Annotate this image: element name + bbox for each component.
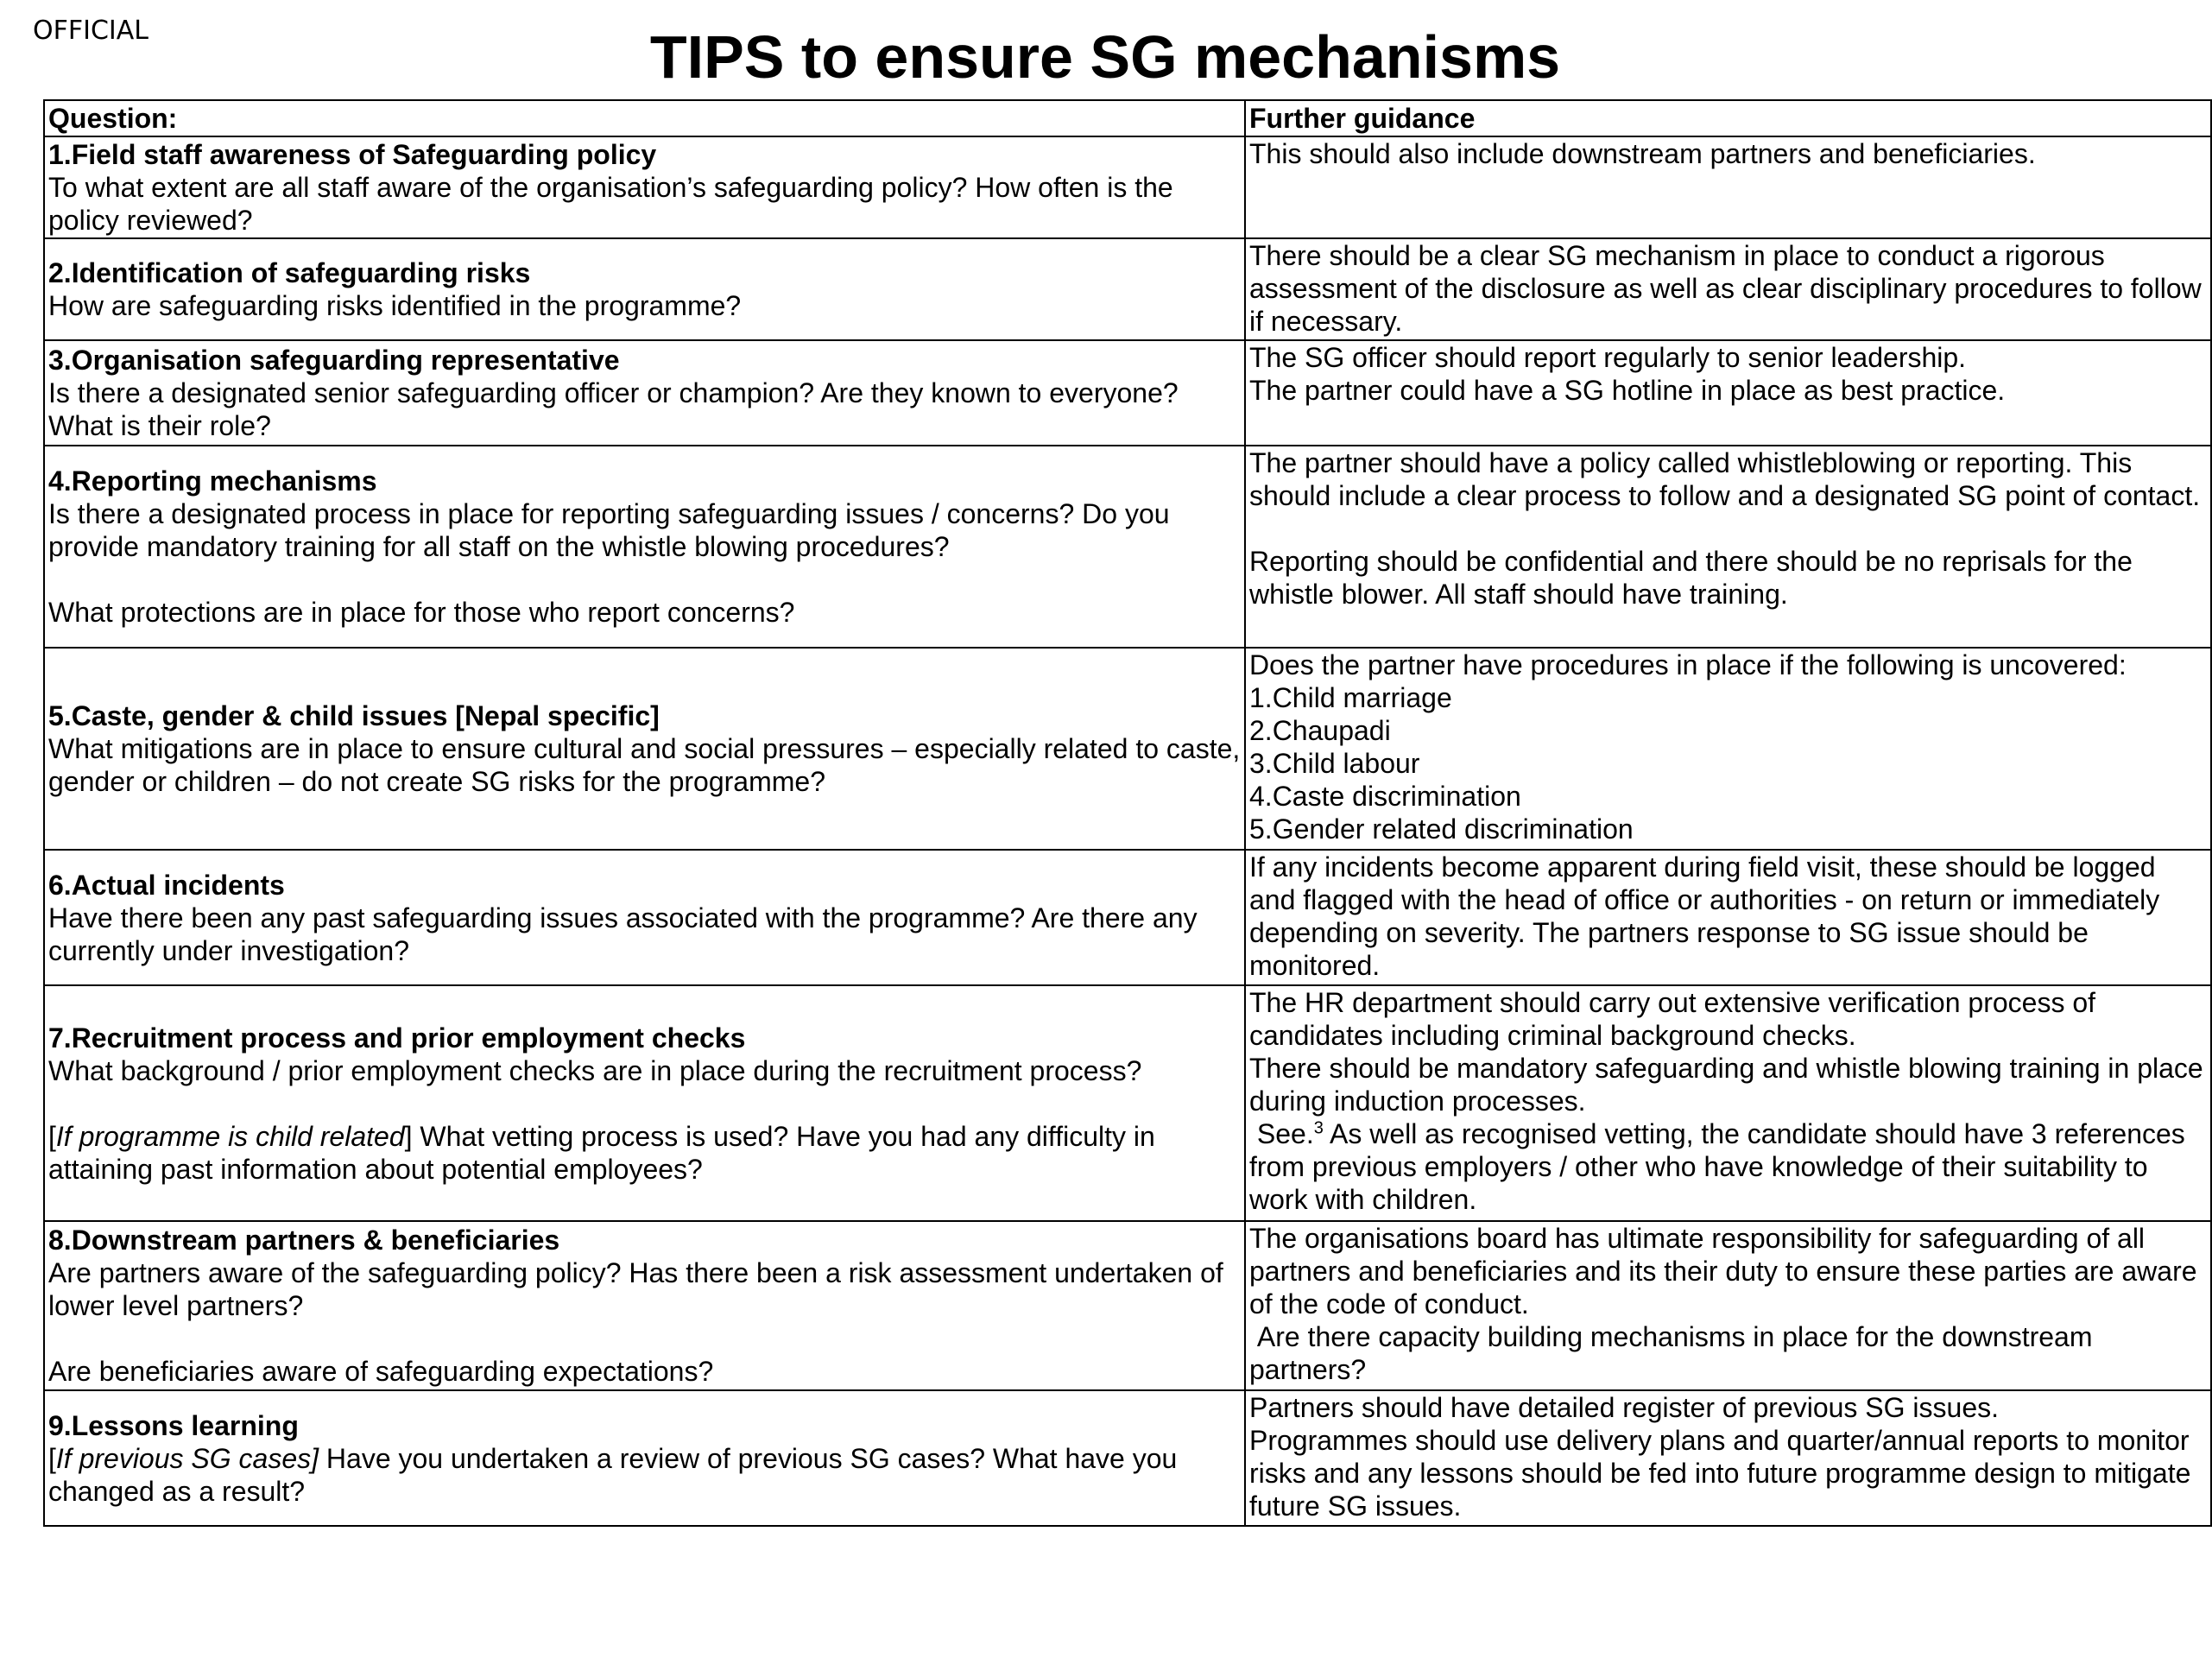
guidance-list-item: 1.Child marriage (1249, 682, 1452, 713)
question-cell (44, 136, 1245, 238)
guidance-cell (1245, 238, 2211, 340)
table-header-row (44, 100, 2211, 136)
question-cell (44, 985, 1245, 1221)
question-title: 3.Organisation safeguarding representative (48, 345, 620, 376)
table-row (44, 446, 2211, 648)
guidance-list-item: 5.Gender related discrimination (1249, 813, 1634, 845)
question-text: [If programme is child related] What vetting process is used? Have you had any difficulty in attaining past information about potential employees? (48, 1120, 1163, 1185)
guidance-text: The partner should have a policy called whistleblowing or reporting. This should include a clear process to follow and a designated SG point of contact. (1249, 447, 2201, 511)
guidance-cell (1245, 1221, 2211, 1390)
classification-label: OFFICIAL (33, 16, 149, 46)
question-title: 8.Downstream partners & beneficiaries (48, 1225, 560, 1256)
guidance-text: This should also include downstream partners and beneficiaries. (1249, 138, 2036, 169)
question-text: Is there a designated senior safeguarding officer or champion? Are they known to everyone? What is their role? (48, 377, 1186, 441)
question-title: 6.Actual incidents (48, 869, 285, 901)
sg-tips-table (43, 99, 2212, 1527)
guidance-text: Partners should have detailed register of previous SG issues. (1249, 1392, 2000, 1423)
guidance-text: The partner could have a SG hotline in place as best practice. (1249, 375, 2006, 406)
table-row (44, 850, 2211, 985)
guidance-text: Programmes should use delivery plans and quarter/annual reports to monitor risks and any lessons should be fed into future programme design to mitigate future SG issues. (1249, 1425, 2199, 1522)
question-cell (44, 850, 1245, 985)
question-title: 7.Recruitment process and prior employment checks (48, 1022, 746, 1054)
question-cell (44, 446, 1245, 648)
guidance-text: If any incidents become apparent during field visit, these should be logged and flagged with the head of office or authorities - on return or immediately depending on severity. The partners response to SG issue should be monitored. (1249, 851, 2168, 981)
spacer (48, 563, 1242, 596)
guidance-text: Does the partner have procedures in place if the following is uncovered: (1249, 649, 2127, 680)
table-row (44, 136, 2211, 238)
question-text: Are partners aware of the safeguarding policy? Has there been a risk assessment undertaken of lower level partners? (48, 1257, 1231, 1321)
table-row (44, 985, 2211, 1221)
question-cell (44, 238, 1245, 340)
italic-qualifier: If previous SG cases] (55, 1442, 319, 1474)
question-text-rest: What vetting process is used? Have you had any difficulty in attaining past information about potential employees? (48, 1120, 1163, 1185)
question-text: Are beneficiaries aware of safeguarding expectations? (48, 1356, 714, 1387)
guidance-text: The HR department should carry out extensive verification process of candidates including criminal background checks. (1249, 987, 2103, 1051)
guidance-cell (1245, 340, 2211, 446)
question-title: 1.Field staff awareness of Safeguarding policy (48, 139, 657, 170)
table-row (44, 1221, 2211, 1390)
question-cell (44, 648, 1248, 850)
see-reference: See. (1249, 1118, 1314, 1149)
guidance-text: The SG officer should report regularly to senior leadership. (1249, 342, 1967, 373)
guidance-text: The organisations board has ultimate responsibility for safeguarding of all partners and beneficiaries and its their duty to ensure these parties are aware of the code of conduct. (1249, 1223, 2205, 1319)
italic-qualifier: If programme is child related (55, 1120, 405, 1152)
question-title: 5.Caste, gender & child issues [Nepal specific] (48, 700, 660, 731)
question-text: To what extent are all staff aware of the organisation’s safeguarding policy? How often is the policy reviewed? (48, 172, 1181, 236)
guidance-cell (1245, 850, 2211, 985)
spacer (48, 1322, 1242, 1355)
question-text: How are safeguarding risks identified in the programme? (48, 290, 742, 321)
guidance-cell (1245, 985, 2211, 1221)
spacer (1249, 512, 2209, 545)
footnote-marker: 3 (1313, 1118, 1324, 1138)
question-cell (44, 1390, 1245, 1526)
guidance-text: Reporting should be confidential and there should be no reprisals for the whistle blower. All staff should have training. (1249, 546, 2140, 610)
guidance-cell (1245, 136, 2211, 238)
table-row (44, 1390, 2211, 1526)
guidance-text: There should be a clear SG mechanism in place to conduct a rigorous assessment of the disclosure as well as clear disciplinary procedures to follow if necessary. (1249, 240, 2209, 337)
question-title: 9.Lessons learning (48, 1409, 299, 1441)
question-text: What protections are in place for those who report concerns? (48, 597, 795, 628)
question-title: 2.Identification of safeguarding risks (48, 257, 531, 288)
table-row (44, 648, 2211, 850)
question-text: Have there been any past safeguarding issues associated with the programme? Are there any currently under investigation? (48, 902, 1205, 966)
guidance-text: There should be mandatory safeguarding and whistle blowing training in place during induction processes. (1249, 1053, 2211, 1117)
table-row (44, 238, 2211, 340)
guidance-text (1249, 1117, 2209, 1216)
question-text-rest: Have you undertaken a review of previous SG cases? What have you changed as a result? (48, 1442, 1185, 1507)
guidance-cell (1245, 648, 2211, 850)
question-text: What mitigations are in place to ensure cultural and social pressures – especially related to caste, gender or children – do not create SG risks for the programme? (48, 733, 1248, 797)
guidance-list-item: 4.Caste discrimination (1249, 781, 1521, 812)
guidance-text: Are there capacity building mechanisms in place for the downstream partners? (1249, 1321, 2101, 1385)
question-text: [If previous SG cases] Have you undertaken a review of previous SG cases? What have you changed as a result? (48, 1442, 1185, 1507)
question-cell (44, 1221, 1245, 1390)
question-text: Is there a designated process in place for reporting safeguarding issues / concerns? Do you provide mandatory training for all staff on the whistle blowing procedures? (48, 498, 1178, 562)
question-cell (44, 340, 1245, 446)
question-title: 4.Reporting mechanisms (48, 465, 377, 497)
column-header-question: Question: (44, 100, 1245, 136)
page-title: TIPS to ensure SG mechanisms (649, 23, 1561, 91)
guidance-cell (1245, 446, 2211, 648)
guidance-list-item: 3.Child labour (1249, 748, 1420, 779)
spacer (48, 1087, 1242, 1120)
guidance-list-item: 2.Chaupadi (1249, 715, 1391, 746)
guidance-cell (1245, 1390, 2211, 1526)
question-text: What background / prior employment checks are in place during the recruitment process? (48, 1054, 1142, 1086)
guidance-text-rest: As well as recognised vetting, the candidate should have 3 references from previous employers / other who have knowledge of their suitability to work with children. (1249, 1118, 2193, 1215)
table-row (44, 340, 2211, 446)
column-header-guidance: Further guidance (1245, 100, 2211, 136)
